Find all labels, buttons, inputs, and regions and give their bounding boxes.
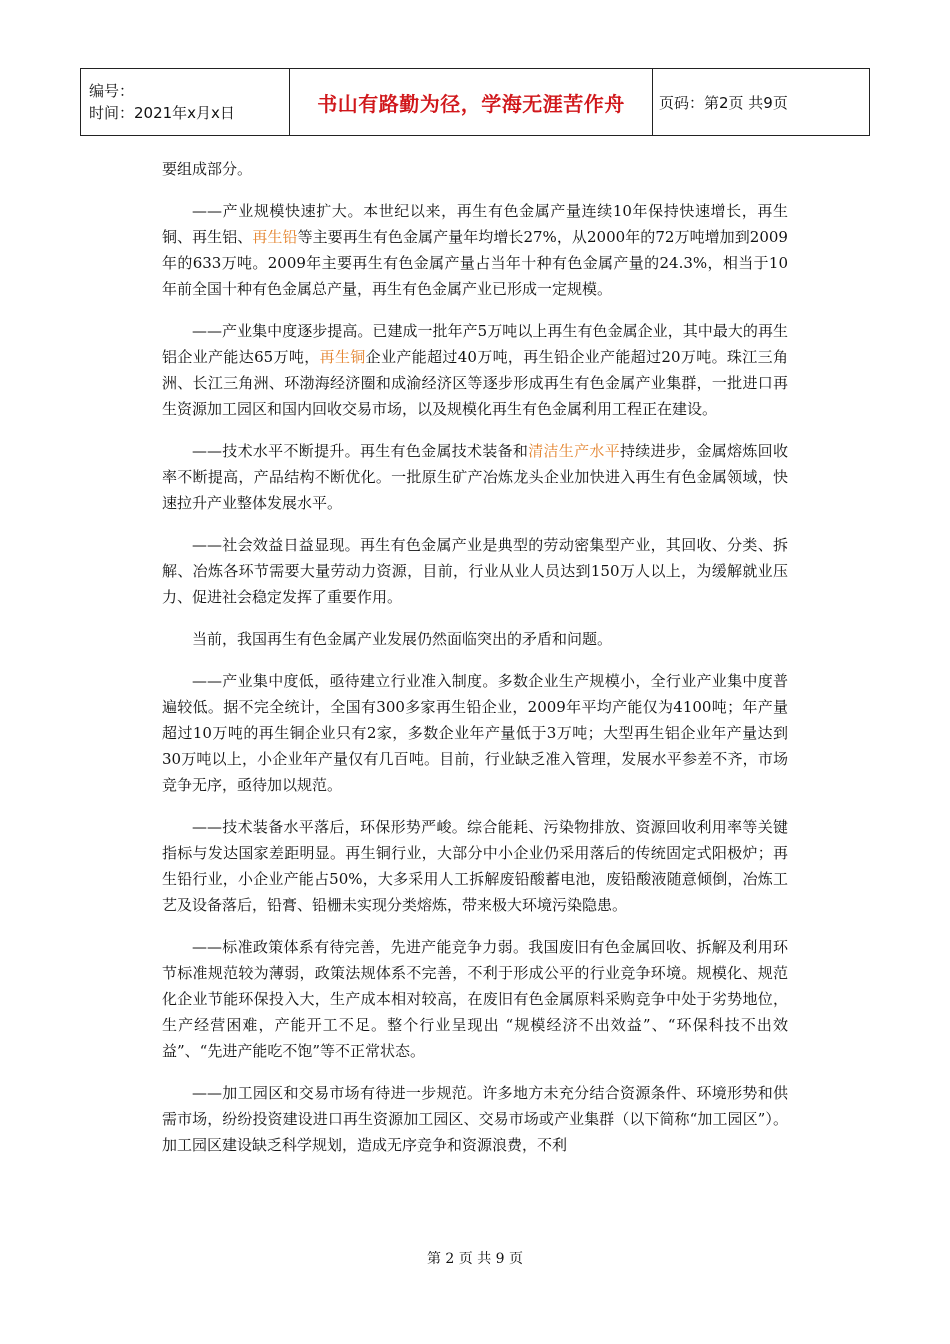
paragraph-text: ——标准政策体系有待完善，先进产能竞争力弱。我国废旧有色金属回收、拆解及利用环节标准规范较为薄弱，政策法规体系不完善，不利于形成公平的行业竞争环境。规模化、规范化企业节能环保投入大，生产成本相对较高，在废旧有色金属原料采购竞争中处于劣势地位，生产经营困难，产能开工不足。整个行业呈现出 “规模经济不出效益”、“环保科技不出效益”、“先进产能吃不饱”等不正常状态。 <box>162 938 788 1060</box>
paragraph <box>162 318 788 422</box>
paragraph <box>162 198 788 302</box>
paragraph <box>162 934 788 1064</box>
hyperlink-recycled-lead[interactable]: 再生铅 <box>252 228 298 246</box>
paragraph <box>162 156 788 182</box>
document-number-label: 编号： <box>89 82 135 100</box>
paragraph-text: 要组成部分。 <box>162 160 253 178</box>
paragraph-text: 等主要再生有色金属产量年均增长27%，从2000年的72万吨增加到2009年的633万吨。2009年主要再生有色金属产量占当年十种有色金属产量的24.3%，相当于10年前全国十种有色金属总产量，再生有色金属产业已形成一定规模。 <box>162 228 788 298</box>
paragraph <box>162 626 788 652</box>
document-time-label: 时间：2021年x月x日 <box>89 104 235 122</box>
header-motto: 书山有路勤为径，学海无涯苦作舟 <box>290 69 653 136</box>
paragraph-text: ——加工园区和交易市场有待进一步规范。许多地方未充分结合资源条件、环境形势和供需市场，纷纷投资建设进口再生资源加工园区、交易市场或产业集群（以下简称“加工园区”）。加工园区建设缺乏科学规划，造成无序竞争和资源浪费，不利 <box>162 1084 788 1154</box>
paragraph-text: 持续进步，金属熔炼回收率不断提高，产品结构不断优化。一批原生矿产冶炼龙头企业加快进入再生有色金属领域，快速拉升产业整体发展水平。 <box>162 442 788 512</box>
header-left-cell <box>81 69 290 136</box>
paragraph-text: 企业产能超过40万吨，再生铅企业产能超过20万吨。珠江三角洲、长江三角洲、环渤海经济圈和成渝经济区等逐步形成再生有色金属产业集群，一批进口再生资源加工园区和国内回收交易市场，以及规模化再生有色金属利用工程正在建设。 <box>162 348 788 418</box>
paragraph <box>162 1080 788 1158</box>
paragraph <box>162 532 788 610</box>
paragraph <box>162 814 788 918</box>
paragraph-text: ——技术装备水平落后，环保形势严峻。综合能耗、污染物排放、资源回收利用率等关键指标与发达国家差距明显。再生铜行业，大部分中小企业仍采用落后的传统固定式阳极炉；再生铅行业，小企业产能占50%，大多采用人工拆解废铅酸蓄电池，废铅酸液随意倾倒，冶炼工艺及设备落后，铅膏、铅栅未实现分类熔炼，带来极大环境污染隐患。 <box>162 818 788 914</box>
header-page-label: 页码：第2页 共9页 <box>653 69 870 136</box>
paragraph-text: ——产业集中度低，亟待建立行业准入制度。多数企业生产规模小，全行业产业集中度普遍较低。据不完全统计，全国有300多家再生铅企业，2009年平均产能仅为4100吨；年产量超过10万吨的再生铜企业只有2家，多数企业年产量低于3万吨；大型再生铝企业年产量达到30万吨以上，小企业年产量仅有几百吨。目前，行业缺乏准入管理，发展水平参差不齐，市场竞争无序，亟待加以规范。 <box>162 672 788 794</box>
paragraph-text: ——产业规模快速扩大。本世纪以来，再生有色金属产量连续10年保持快速增长，再生铜、再生铝、 <box>162 202 788 246</box>
paragraph-text: ——技术水平不断提升。再生有色金属技术装备和 <box>192 442 529 460</box>
document-body <box>162 156 788 1174</box>
hyperlink-recycled-copper[interactable]: 再生铜 <box>319 348 366 366</box>
header-table <box>80 68 870 136</box>
paragraph-text: ——社会效益日益显现。再生有色金属产业是典型的劳动密集型产业，其回收、分类、拆解、冶炼各环节需要大量劳动力资源，目前，行业从业人员达到150万人以上，为缓解就业压力、促进社会稳定发挥了重要作用。 <box>162 536 788 606</box>
hyperlink-clean-production[interactable]: 清洁生产水平 <box>528 442 620 460</box>
paragraph-text: 当前，我国再生有色金属产业发展仍然面临突出的矛盾和问题。 <box>192 630 613 648</box>
paragraph <box>162 668 788 798</box>
paragraph-text: ——产业集中度逐步提高。已建成一批年产5万吨以上再生有色金属企业，其中最大的再生铝企业产能达65万吨， <box>162 322 788 366</box>
page-footer: 第 2 页 共 9 页 <box>426 1251 524 1267</box>
paragraph <box>162 438 788 516</box>
